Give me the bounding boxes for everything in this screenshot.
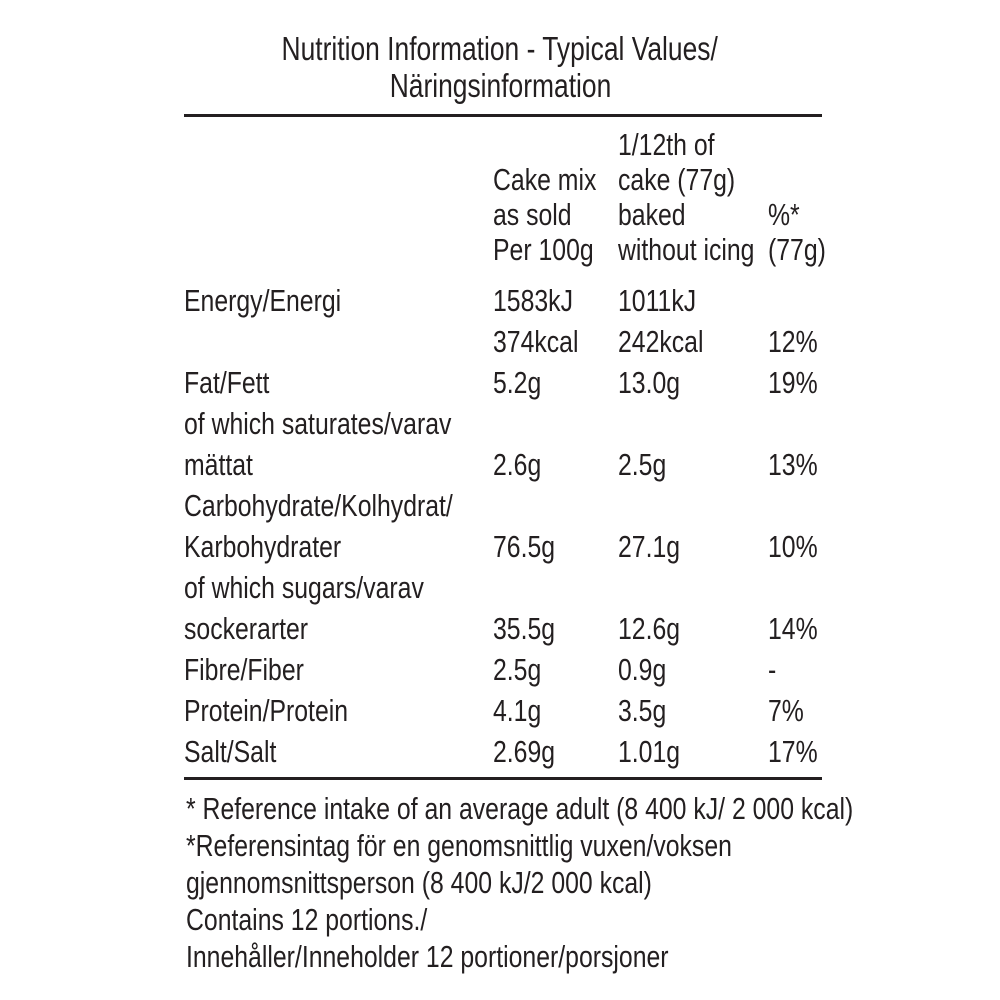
column-header-reference-intake: %* (77g) bbox=[768, 197, 826, 267]
row-fat-portion: 13.0g bbox=[618, 365, 681, 400]
row-energy-ri: 12% bbox=[768, 324, 818, 359]
row-saturates-label-1: of which saturates/varav bbox=[184, 406, 452, 441]
row-saturates-ri: 13% bbox=[768, 447, 818, 482]
row-carbohydrate-label-1: Carbohydrate/Kolhydrat/ bbox=[184, 488, 453, 523]
row-sugars-ri: 14% bbox=[768, 611, 818, 646]
bottom-rule bbox=[184, 777, 822, 780]
footnote-portioner: Innehåller/Inneholder 12 portioner/porsjoner bbox=[186, 939, 669, 974]
row-salt-label: Salt/Salt bbox=[184, 734, 277, 769]
row-saturates-label-2: mättat bbox=[184, 447, 253, 482]
row-carbohydrate-label-2: Karbohydrater bbox=[184, 529, 342, 564]
row-fibre-mix: 2.5g bbox=[493, 652, 542, 687]
row-sugars-mix: 35.5g bbox=[493, 611, 556, 646]
column-header-mix: Cake mix as sold Per 100g bbox=[493, 162, 597, 267]
row-carbohydrate-portion: 27.1g bbox=[618, 529, 681, 564]
footnote-referensintag: *Referensintag för en genomsnittlig vuxen/voksen bbox=[186, 828, 732, 863]
row-fat-label: Fat/Fett bbox=[184, 365, 270, 400]
footnote-gjennomsnittsperson: gjennomsnittsperson (8 400 kJ/2 000 kcal) bbox=[186, 865, 652, 900]
row-fibre-ri: - bbox=[768, 652, 777, 687]
row-energy-portion-kj: 1011kJ bbox=[618, 283, 697, 318]
row-energy-label: Energy/Energi bbox=[184, 283, 342, 318]
title-line-2: Näringsinformation bbox=[389, 67, 611, 104]
title-line-1: Nutrition Information - Typical Values/ bbox=[281, 30, 719, 67]
row-sugars-portion: 12.6g bbox=[618, 611, 681, 646]
row-protein-ri: 7% bbox=[768, 693, 804, 728]
footnote-portions: Contains 12 portions./ bbox=[186, 902, 428, 937]
row-saturates-portion: 2.5g bbox=[618, 447, 667, 482]
row-fat-ri: 19% bbox=[768, 365, 818, 400]
column-header-portion: 1/12th of cake (77g) baked without icing bbox=[618, 127, 755, 267]
row-fibre-label: Fibre/Fiber bbox=[184, 652, 304, 687]
row-carbohydrate-ri: 10% bbox=[768, 529, 818, 564]
row-sugars-label-2: sockerarter bbox=[184, 611, 309, 646]
top-rule bbox=[184, 114, 822, 117]
row-fat-mix: 5.2g bbox=[493, 365, 542, 400]
row-fibre-portion: 0.9g bbox=[618, 652, 667, 687]
row-protein-label: Protein/Protein bbox=[184, 693, 349, 728]
row-protein-mix: 4.1g bbox=[493, 693, 542, 728]
row-salt-portion: 1.01g bbox=[618, 734, 681, 769]
footnote-reference-intake: * Reference intake of an average adult (8 400 kJ/ 2 000 kcal) bbox=[186, 791, 854, 826]
row-salt-ri: 17% bbox=[768, 734, 818, 769]
row-energy-mix-kcal: 374kcal bbox=[493, 324, 579, 359]
row-energy-portion-kcal: 242kcal bbox=[618, 324, 704, 359]
nutrition-title bbox=[0, 30, 1000, 104]
row-protein-portion: 3.5g bbox=[618, 693, 667, 728]
row-energy-mix-kj: 1583kJ bbox=[493, 283, 573, 318]
row-carbohydrate-mix: 76.5g bbox=[493, 529, 556, 564]
row-sugars-label-1: of which sugars/varav bbox=[184, 570, 424, 605]
row-salt-mix: 2.69g bbox=[493, 734, 556, 769]
footnotes bbox=[186, 790, 1000, 975]
row-saturates-mix: 2.6g bbox=[493, 447, 542, 482]
